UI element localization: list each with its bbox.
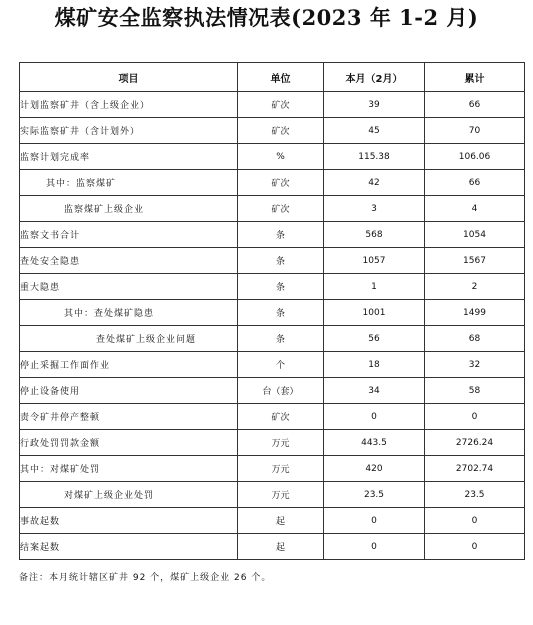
row-unit: 起: [238, 508, 324, 534]
row-unit: 矿次: [238, 404, 324, 430]
table-row: [20, 92, 525, 118]
row-item: 行政处罚罚款金额: [20, 430, 238, 456]
table-row: [20, 430, 525, 456]
row-month-value: 18: [324, 352, 425, 378]
row-month-value: 34: [324, 378, 425, 404]
row-cumulative-value: 4: [425, 196, 525, 222]
row-unit: 条: [238, 300, 324, 326]
row-cumulative-value: 1054: [425, 222, 525, 248]
row-item: 结案起数: [20, 534, 238, 560]
table-row: [20, 300, 525, 326]
row-cumulative-value: 66: [425, 92, 525, 118]
row-cumulative-value: 2702.74: [425, 456, 525, 482]
row-item: 查处安全隐患: [20, 248, 238, 274]
row-month-value: 568: [324, 222, 425, 248]
row-unit: 矿次: [238, 170, 324, 196]
row-cumulative-value: 1567: [425, 248, 525, 274]
row-cumulative-value: 0: [425, 534, 525, 560]
row-unit: 矿次: [238, 118, 324, 144]
row-item: 责令矿井停产整顿: [20, 404, 238, 430]
row-month-value: 39: [324, 92, 425, 118]
row-item: 实际监察矿井（含计划外）: [20, 118, 238, 144]
row-item: 对煤矿上级企业处罚: [20, 482, 238, 508]
row-cumulative-value: 2: [425, 274, 525, 300]
row-item: 停止采掘工作面作业: [20, 352, 238, 378]
table-row: [20, 326, 525, 352]
row-item: 事故起数: [20, 508, 238, 534]
row-cumulative-value: 70: [425, 118, 525, 144]
table-row: [20, 274, 525, 300]
row-item: 停止设备使用: [20, 378, 238, 404]
row-unit: 条: [238, 326, 324, 352]
row-unit: 条: [238, 248, 324, 274]
footnote: 备注：本月统计辖区矿井 92 个，煤矿上级企业 26 个。: [19, 573, 272, 583]
row-unit: 起: [238, 534, 324, 560]
row-month-value: 45: [324, 118, 425, 144]
row-unit: 万元: [238, 456, 324, 482]
row-unit: %: [238, 144, 324, 170]
row-item: 监察煤矿上级企业: [20, 196, 238, 222]
row-cumulative-value: 68: [425, 326, 525, 352]
row-unit: 万元: [238, 482, 324, 508]
table-row: [20, 534, 525, 560]
row-unit: 台（套）: [238, 378, 324, 404]
table-row: [20, 248, 525, 274]
table-row: [20, 378, 525, 404]
row-item: 其中：查处煤矿隐患: [20, 300, 238, 326]
row-month-value: 1001: [324, 300, 425, 326]
table-row: [20, 404, 525, 430]
row-item: 监察计划完成率: [20, 144, 238, 170]
row-cumulative-value: 32: [425, 352, 525, 378]
row-cumulative-value: 0: [425, 404, 525, 430]
row-item: 其中：对煤矿处罚: [20, 456, 238, 482]
table-row: [20, 196, 525, 222]
row-item: 查处煤矿上级企业问题: [20, 326, 238, 352]
column-header-unit: 单位: [238, 63, 324, 92]
table-row: [20, 170, 525, 196]
row-unit: 矿次: [238, 92, 324, 118]
table-header-row: [20, 63, 525, 92]
inspection-table: [19, 62, 525, 560]
row-cumulative-value: 1499: [425, 300, 525, 326]
row-unit: 万元: [238, 430, 324, 456]
row-month-value: 0: [324, 508, 425, 534]
row-cumulative-value: 58: [425, 378, 525, 404]
table-row: [20, 482, 525, 508]
row-month-value: 23.5: [324, 482, 425, 508]
row-unit: 条: [238, 222, 324, 248]
table-row: [20, 118, 525, 144]
row-month-value: 1057: [324, 248, 425, 274]
row-item: 重大隐患: [20, 274, 238, 300]
row-unit: 条: [238, 274, 324, 300]
column-header-item: 项目: [20, 63, 238, 92]
row-cumulative-value: 23.5: [425, 482, 525, 508]
table-row: [20, 508, 525, 534]
row-item: 计划监察矿井（含上级企业）: [20, 92, 238, 118]
row-unit: 个: [238, 352, 324, 378]
row-month-value: 115.38: [324, 144, 425, 170]
row-cumulative-value: 2726.24: [425, 430, 525, 456]
row-cumulative-value: 66: [425, 170, 525, 196]
row-cumulative-value: 0: [425, 508, 525, 534]
page-title: 煤矿安全监察执法情况表(2023 年 1-2 月): [54, 5, 479, 30]
row-month-value: 1: [324, 274, 425, 300]
column-header-month: 本月（2月）: [324, 63, 425, 92]
row-item: 监察文书合计: [20, 222, 238, 248]
row-unit: 矿次: [238, 196, 324, 222]
row-month-value: 42: [324, 170, 425, 196]
row-item: 其中：监察煤矿: [20, 170, 238, 196]
row-month-value: 420: [324, 456, 425, 482]
table-row: [20, 352, 525, 378]
column-header-cumulative: 累计: [425, 63, 525, 92]
row-month-value: 443.5: [324, 430, 425, 456]
row-month-value: 0: [324, 404, 425, 430]
row-month-value: 0: [324, 534, 425, 560]
row-month-value: 3: [324, 196, 425, 222]
row-cumulative-value: 106.06: [425, 144, 525, 170]
table-row: [20, 456, 525, 482]
table-row: [20, 144, 525, 170]
row-month-value: 56: [324, 326, 425, 352]
table-row: [20, 222, 525, 248]
